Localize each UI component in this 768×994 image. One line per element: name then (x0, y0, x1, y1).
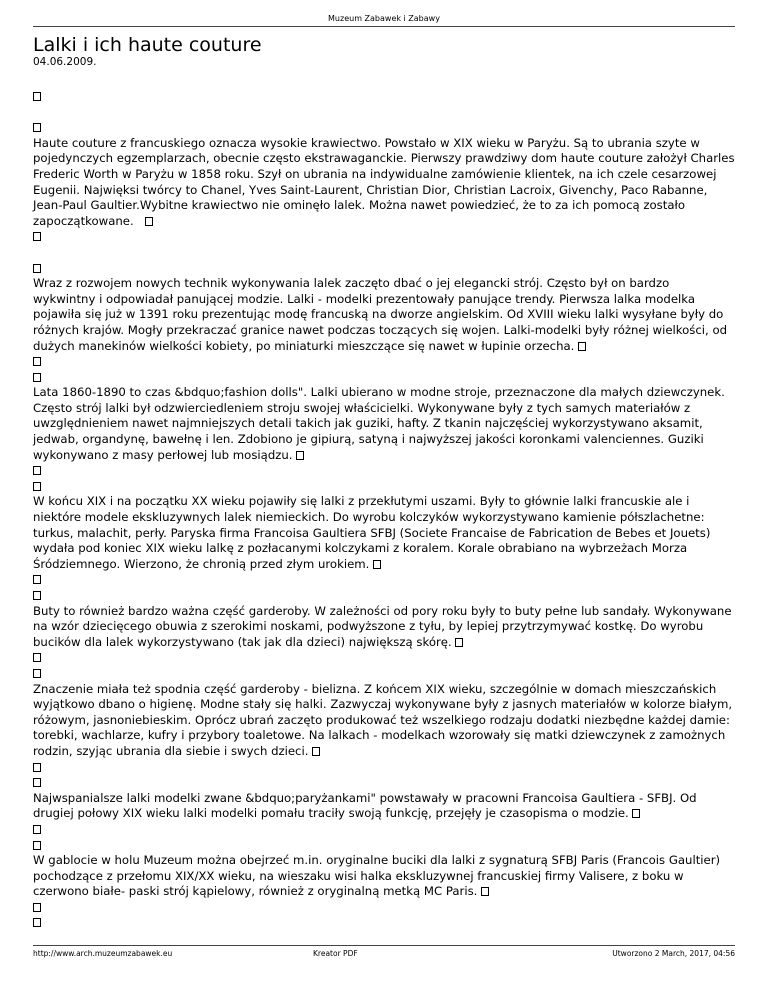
page-footer (33, 945, 735, 960)
missing-glyph-icon (33, 653, 41, 662)
placeholder-glyph-row (33, 572, 735, 588)
article (33, 34, 735, 931)
placeholder-glyph-row (33, 463, 735, 479)
missing-glyph-icon (33, 357, 41, 366)
missing-glyph-icon (33, 264, 41, 273)
paragraph-4: W końcu XIX i na początku XX wieku pojawiły się lalki z przekłutymi uszami. Były to głównie lalki francuskie ale i niektóre modele ekskluzywnych lalek niemieckich. Do wyrobu kolczyków wykorzystywano kamienie półszlachetne: turkus, malachit, perły. Paryska firma Francoisa Gaultiera SFBJ (Societe Francaise de Fabrication de Bebes et Jouets) wydała pod koniec XIX wieku lalkę z pozłacanymi kolczykami z koralem. Korale obrabiano na wybrzeżach Morza Śródziemnego. Wierzono, że chronią przed złym urokiem. (33, 494, 711, 571)
paragraph-1: Haute couture z francuskiego oznacza wysokie krawiectwo. Powstało w XIX wieku w Paryżu. Są to ubrania szyte w pojedynczych egzemplarzach, obecnie często ekstrawaganckie. Pierwszy prawdziwy dom haute couture założył Charles Frederic Worth w Paryżu w 1858 roku. Szył on ubrania na indywidualne zamówienie klientek, na ich czele cesarzowej Eugenii. Najwięksi twórcy to Chanel, Yves Saint-Laurent, Christian Dior, Christian Lacroix, Givenchy, Paco Rabanne, Jean-Paul Gaultier.Wybitne krawiectwo nie ominęło lalek. Można nawet powiedzieć, że to za ich pomocą zostało zapoczątkowane. (33, 135, 735, 228)
missing-glyph-icon (33, 466, 41, 475)
paragraph-2: Wraz z rozwojem nowych technik wykonywania lalek zaczęto dbać o jej elegancki strój. Często był on bardzo wykwintny i odpowiadał panującej modzie. Lalki - modelki prezentowały panujące trendy. Pierwsza lalka modelka pojawiła się już w 1391 roku prezentując modę francuską na dworze angielskim. Od XVIII wieku lalki wysyłane były do różnych krajów. Mogły przekraczać granice nawet podczas toczących się wojen. Lalki-modelki były różnej wielkości, od dużych manekinów wielkości kobiety, po miniaturki mieszczące się nawet w łupinie orzecha. (33, 276, 728, 353)
placeholder-glyph-row (33, 89, 735, 105)
paragraph-8: W gablocie w holu Muzeum można obejrzeć m.in. oryginalne buciki dla lalki z sygnaturą SFBJ Paris (Francois Gaultier) pochodzące z przełomu XIX/XX wieku, na wieszaku wisi halka ekskluzywnej francuskiej firmy Valisere, z boku w czerwono białe- paski strój kąpielowy, również z oryginalną metką MC Paris. (33, 853, 721, 899)
page-title: Lalki i ich haute couture (33, 34, 262, 56)
paragraph-7: Najwspanialsze lalki modelki zwane &bdquo;paryżankami" powstawały w pracowni Francoisa Gaultiera - SFBJ. Od drugiej połowy XIX wieku lalki modelki pomału traciły swoją funkcję, przejęły je czasopisma o modzie. (33, 790, 697, 821)
missing-glyph-icon (312, 747, 320, 756)
placeholder-glyph-row (33, 354, 735, 370)
placeholder-glyph-row (33, 120, 735, 136)
placeholder-glyph-row (33, 760, 735, 776)
placeholder-glyph-row (33, 370, 735, 386)
missing-glyph-icon (33, 232, 41, 241)
paragraph-5: Buty to również bardzo ważna część garderoby. W zależności od pory roku były to buty pełne lub sandały. Wykonywane na wzór dziecięcego obuwia z szerokimi noskami, podwyższone z tyłu, by lepiej przytrzymywać kostkę. Do wyrobu bucików dla lalek wykorzystywano (tak jak dla dzieci) największą skórę. (33, 603, 732, 649)
missing-glyph-icon (33, 575, 41, 584)
paragraph-6: Znaczenie miała też spodnia część garderoby - bielizna. Z końcem XIX wieku, szczególnie w domach mieszczańskich wyjątkowo dbano o higienę. Modne stały się halki. Zazwyczaj wykonywane były z jasnych materiałów w kolorze białym, różowym, jasnoniebieskim. Oprócz ubrań zaczęto produkować też wszelkiego rodzaju dodatki niezbędne każdej damie: torebki, wachlarze, kufry i przybory toaletowe. Na lalkach - modelkach wzorowały się matki dziewczynek z zamożnych rodzin, szyjąc ubrania dla siebie i swych dzieci. (33, 681, 733, 758)
missing-glyph-icon (578, 342, 586, 351)
footer-created: Utworzono 2 March, 2017, 04:56 (612, 949, 735, 958)
missing-glyph-icon (33, 903, 41, 912)
placeholder-glyph-row (33, 838, 735, 854)
site-name: Muzeum Zabawek i Zabawy (328, 14, 440, 23)
placeholder-glyph-row (33, 588, 735, 604)
missing-glyph-icon (33, 841, 41, 850)
placeholder-glyph-row (33, 822, 735, 838)
placeholder-glyph-row (33, 666, 735, 682)
placeholder-glyph-row (33, 650, 735, 666)
placeholder-glyph-row (33, 479, 735, 495)
footer-url: http://www.arch.muzeumzabawek.eu (33, 949, 173, 958)
placeholder-glyph-row (33, 229, 735, 245)
placeholder-glyph-row (33, 915, 735, 931)
missing-glyph-icon (33, 123, 41, 132)
missing-glyph-icon (33, 669, 41, 678)
placeholder-glyph-row (33, 775, 735, 791)
missing-glyph-icon (33, 482, 41, 491)
placeholder-glyph-row (33, 261, 735, 277)
paragraph-3: Lata 1860-1890 to czas &bdquo;fashion dolls". Lalki ubierano w modne stroje, przeznaczone dla małych dziewczynek. Często strój lalki był odzwierciedleniem stroju swojej właścicielki. Wykonywane były z tych samych materiałów z uwzględnieniem nawet najmniejszych detali takich jak guziki, hafty. Z tkanin najczęściej wykorzystywano aksamit, jedwab, organdynę, bawełnę i len. Zdobiono je gipiurą, satyną i najwyższej jakości koronkami valenciennes. Guziki wykonywano z masy perłowej lub mosiądzu. (33, 385, 725, 462)
footer-generator: Kreator PDF (313, 949, 358, 958)
missing-glyph-icon (33, 763, 41, 772)
missing-glyph-icon (632, 809, 640, 818)
missing-glyph-icon (455, 638, 463, 647)
missing-glyph-icon (33, 373, 41, 382)
missing-glyph-icon (33, 825, 41, 834)
missing-glyph-icon (33, 918, 41, 927)
article-date: 04.06.2009. (33, 56, 97, 68)
missing-glyph-icon (481, 887, 489, 896)
missing-glyph-icon (373, 560, 381, 569)
missing-glyph-icon (33, 92, 41, 101)
missing-glyph-icon (145, 217, 153, 226)
missing-glyph-icon (33, 778, 41, 787)
placeholder-glyph-row (33, 900, 735, 916)
page-header (33, 0, 735, 27)
missing-glyph-icon (33, 591, 41, 600)
missing-glyph-icon (296, 451, 304, 460)
